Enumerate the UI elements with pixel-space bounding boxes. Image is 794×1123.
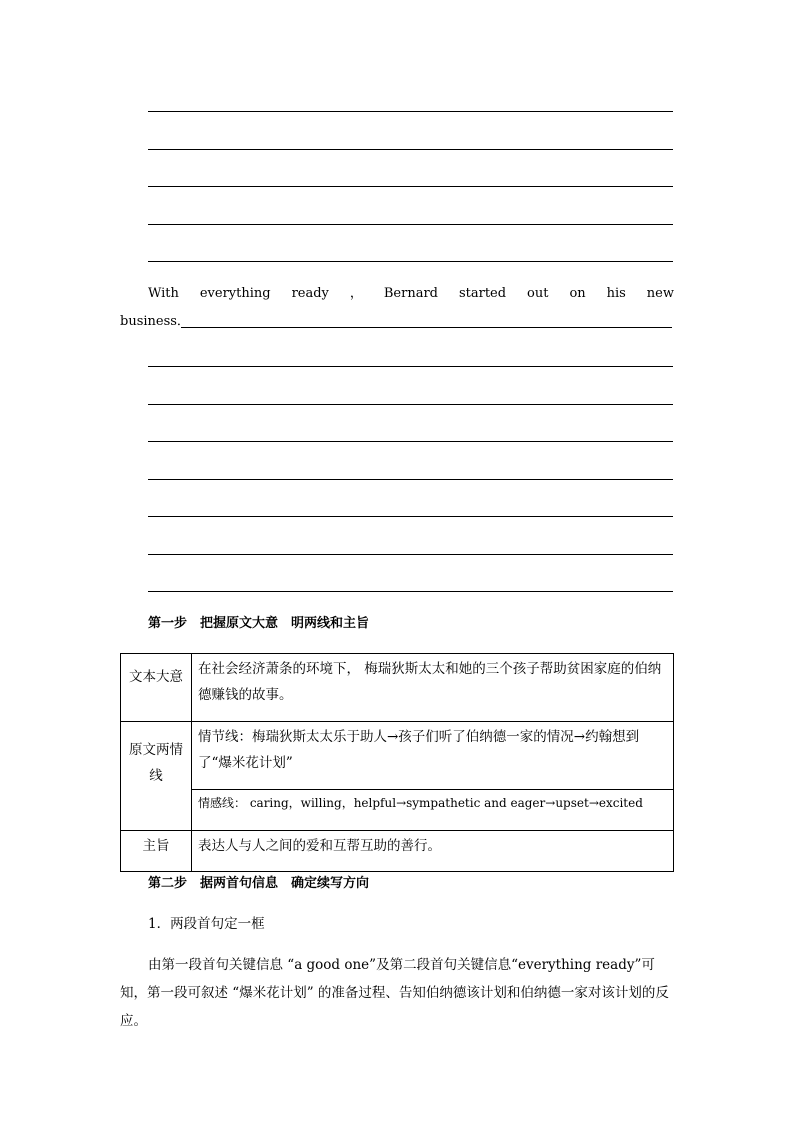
row-label: 原文两情线 xyxy=(121,722,192,831)
word: With xyxy=(148,286,179,301)
word: started xyxy=(458,286,507,301)
row-content: 表达人与人之间的爱和互帮互助的善行。 xyxy=(192,831,674,872)
writing-line xyxy=(148,554,673,555)
step2-subheading: 1．两段首句定一框 xyxy=(148,916,265,932)
writing-line xyxy=(148,261,673,262)
writing-line xyxy=(148,441,673,442)
word: new xyxy=(646,286,674,301)
writing-line xyxy=(181,327,672,328)
table-row xyxy=(121,654,674,722)
word: his xyxy=(606,286,626,301)
table-row xyxy=(121,790,674,831)
row-label: 文本大意 xyxy=(121,654,192,722)
writing-line xyxy=(148,516,673,517)
word: Bernard xyxy=(383,286,438,301)
word: out xyxy=(527,286,549,301)
writing-line xyxy=(148,111,673,112)
paragraph2-opening-tail: business． xyxy=(120,314,190,329)
table-row xyxy=(121,722,674,790)
row-content: 在社会经济萧条的环境下， 梅瑞狄斯太太和她的三个孩子帮助贫困家庭的伯纳德赚钱的故事。 xyxy=(192,654,674,722)
paragraph2-opening xyxy=(148,287,674,300)
analysis-table xyxy=(120,653,674,872)
word: ready xyxy=(291,286,329,301)
word: on xyxy=(569,286,586,301)
table-row xyxy=(121,831,674,872)
writing-line xyxy=(148,404,673,405)
word: ， xyxy=(349,286,363,301)
step2-heading: 第二步 据两首句信息 确定续写方向 xyxy=(148,876,370,891)
writing-line xyxy=(148,149,673,150)
writing-line xyxy=(148,366,673,367)
word: everything xyxy=(199,286,271,301)
writing-line xyxy=(148,186,673,187)
row-label: 主旨 xyxy=(121,831,192,872)
step2-paragraph: 由第一段首句关键信息 “a good one”及第二段首句关键信息“everything ready”可知，第一段可叙述 “爆米花计划” 的准备过程、告知伯纳德该计划和伯纳德一家对该计划的反应。 xyxy=(120,957,669,1029)
plot-line-cell: 情节线：梅瑞狄斯太太乐于助人→孩子们听了伯纳德一家的情况→约翰想到了“爆米花计划” xyxy=(192,722,674,790)
emotion-line-cell: 情感线： caring，willing，helpful→sympathetic and eager→upset→excited xyxy=(192,790,674,831)
writing-line xyxy=(148,479,673,480)
writing-line xyxy=(148,591,673,592)
step1-heading: 第一步 把握原文大意 明两线和主旨 xyxy=(148,616,370,631)
writing-line xyxy=(148,224,673,225)
